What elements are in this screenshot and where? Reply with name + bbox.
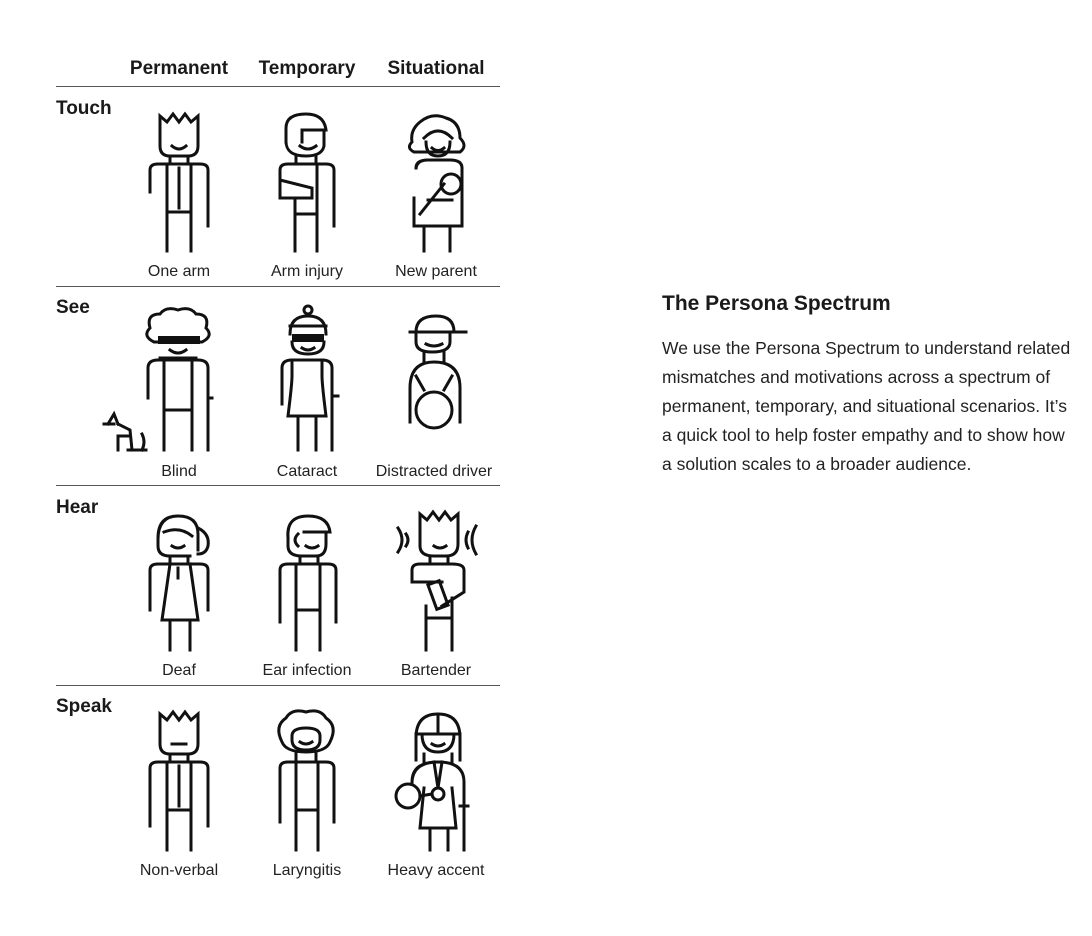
row-label-see: See xyxy=(56,297,90,318)
caption-heavy-accent: Heavy accent xyxy=(387,862,485,879)
caption-bartender: Bartender xyxy=(400,662,472,679)
person-with-ball-icon xyxy=(394,706,484,856)
curly-hair-person-icon xyxy=(262,706,352,856)
spiky-hair-person-icon xyxy=(134,108,224,258)
caption-new-parent: New parent xyxy=(395,263,477,280)
caption-non-verbal: Non-verbal xyxy=(139,862,219,879)
description-panel xyxy=(662,292,1072,479)
column-header-permanent: Permanent xyxy=(129,58,229,79)
description-title: The Persona Spectrum xyxy=(662,292,891,315)
ponytail-person-icon xyxy=(134,506,224,656)
caption-one-arm: One arm xyxy=(147,263,211,280)
caption-blind: Blind xyxy=(161,463,197,480)
parent-holding-baby-icon xyxy=(394,108,484,258)
person-ear-icon xyxy=(262,506,352,656)
arm-sling-person-icon xyxy=(262,108,352,258)
row-divider xyxy=(56,685,500,686)
description-body: We use the Persona Spectrum to understand related mismatches and motivations across a spectrum of permanent, temporary, and situational scenarios. It’s a quick tool to help foster empathy and to show how a solution scales to a broader audience. xyxy=(662,338,1071,474)
caption-laryngitis: Laryngitis xyxy=(272,862,342,879)
person-with-guide-dog-icon xyxy=(134,306,224,456)
person-with-cane-icon xyxy=(262,306,352,456)
column-header-temporary: Temporary xyxy=(258,58,356,79)
caption-distracted-driver: Distracted driver xyxy=(375,463,493,480)
row-label-hear: Hear xyxy=(56,497,99,518)
caption-arm-injury: Arm injury xyxy=(270,263,343,280)
caption-ear-infection: Ear infection xyxy=(262,662,352,679)
row-label-speak: Speak xyxy=(56,696,112,717)
spiky-hair-person-icon xyxy=(134,706,224,856)
caption-cataract: Cataract xyxy=(276,463,338,480)
header-divider xyxy=(56,86,500,87)
row-divider xyxy=(56,286,500,287)
caption-deaf: Deaf xyxy=(162,662,196,679)
row-divider xyxy=(56,485,500,486)
bartender-with-noise-icon xyxy=(394,506,484,656)
column-header-situational: Situational xyxy=(387,58,485,79)
driver-with-cap-icon xyxy=(394,306,484,456)
row-label-touch: Touch xyxy=(56,98,112,119)
